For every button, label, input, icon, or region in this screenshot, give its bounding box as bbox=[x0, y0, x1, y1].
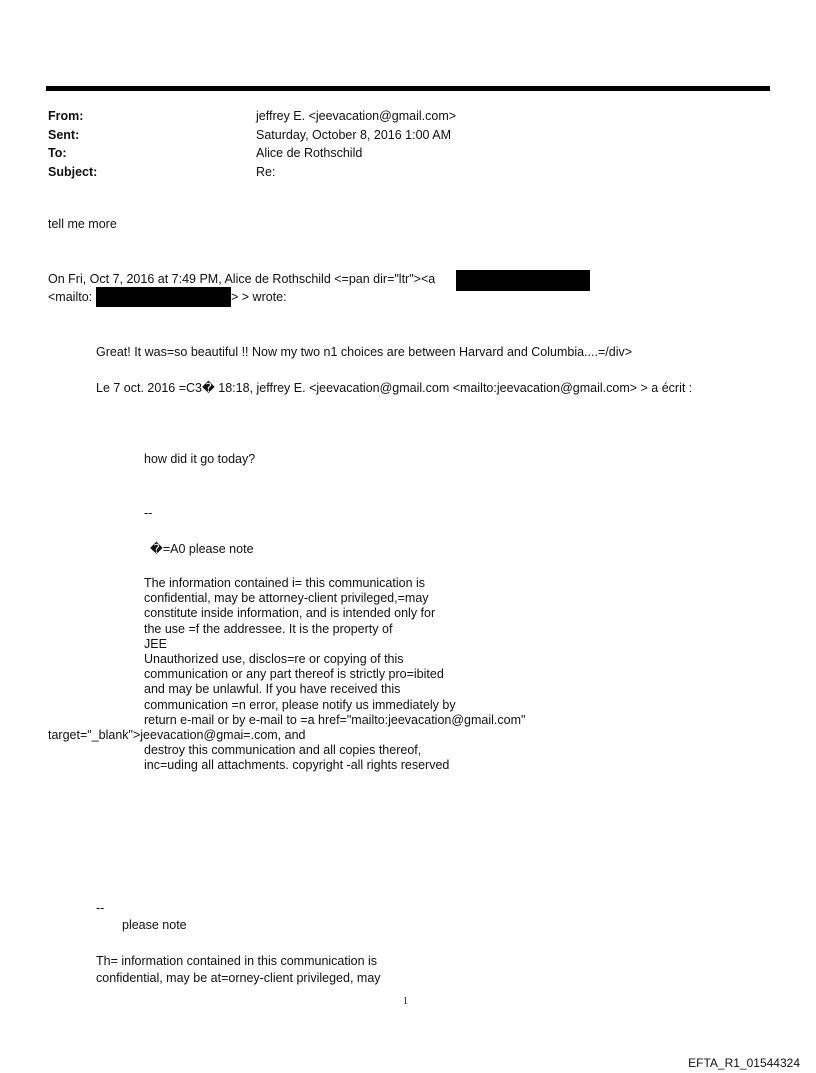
question-text: how did it go today? bbox=[144, 452, 256, 466]
disclaimer-line: Th= information contained in this communication is bbox=[96, 954, 378, 968]
to-value: Alice de Rothschild bbox=[256, 146, 363, 160]
disclaimer-line: communication =n error, please notify us immediately by bbox=[144, 697, 456, 712]
redaction-box bbox=[456, 270, 590, 291]
disclaimer-line: Unauthorized use, disclos=re or copying of this bbox=[144, 652, 404, 667]
subject-row bbox=[48, 165, 568, 184]
to-label: To: bbox=[48, 146, 67, 160]
subject-label: Subject: bbox=[48, 164, 98, 179]
alice-message: Great! It was=so beautiful !! Now my two n1 choices are between Harvard and Columbia....=/div> bbox=[96, 345, 633, 359]
header-rule bbox=[46, 86, 770, 91]
from-value: jeffrey E. <jeevacation@gmail.com> bbox=[256, 109, 457, 123]
to-row bbox=[48, 146, 568, 165]
quote-header-line1: On Fri, Oct 7, 2016 at 7:49 PM, Alice de Rothschild <=pan dir="ltr"><a bbox=[48, 272, 436, 286]
disclaimer-line: target="_blank">jeevacation@gmai=.com, and bbox=[48, 728, 306, 743]
disclaimer-line: confidential, may be attorney-client privileged,=may bbox=[144, 591, 429, 606]
reply-text: tell me more bbox=[48, 217, 117, 231]
email-header bbox=[48, 109, 568, 183]
please-note-line: �=A0 please note bbox=[150, 542, 254, 556]
disclaimer-line: JEE bbox=[144, 636, 167, 651]
disclaimer-line: the use =f the addressee. It is the property of bbox=[144, 621, 393, 636]
disclaimer-block bbox=[48, 576, 526, 774]
quote-header-mailto: <mailto: bbox=[48, 290, 93, 304]
page-number: 1 bbox=[403, 996, 408, 1007]
disclaimer-line: constitute inside information, and is intended only for bbox=[144, 606, 436, 621]
sent-row bbox=[48, 128, 568, 147]
signature-separator: -- bbox=[144, 506, 153, 520]
quote-header-wrote: > > wrote: bbox=[231, 290, 287, 304]
document-id: EFTA_R1_01544324 bbox=[688, 1056, 800, 1070]
sent-label: Sent: bbox=[48, 127, 80, 142]
disclaimer-line: The information contained i= this communication is bbox=[144, 576, 426, 590]
subject-value: Re: bbox=[256, 164, 276, 179]
disclaimer-line: confidential, may be at=orney-client privileged, may bbox=[96, 971, 381, 985]
sent-value: Saturday, October 8, 2016 1:00 AM bbox=[256, 127, 452, 142]
disclaimer-line: destroy this communication and all copies thereof, bbox=[144, 743, 422, 758]
please-note-line: please note bbox=[122, 918, 187, 932]
quoted-attribution: Le 7 oct. 2016 =C3� 18:18, jeffrey E. <jeevacation@gmail.com <mailto:jeevacation@gmail.com> > a écrit : bbox=[96, 381, 693, 395]
disclaimer-line: return e-mail or by e-mail to =a href="mailto:jeevacation@gmail.com" bbox=[144, 712, 526, 727]
disclaimer-line: communication or any part thereof is strictly pro=ibited bbox=[144, 667, 444, 682]
from-label: From: bbox=[48, 109, 84, 123]
signature-separator: -- bbox=[96, 901, 105, 915]
redaction-box bbox=[96, 287, 231, 307]
from-row bbox=[48, 109, 568, 128]
disclaimer-line: and may be unlawful. If you have received this bbox=[144, 682, 401, 697]
disclaimer-line: inc=uding all attachments. copyright -all rights reserved bbox=[144, 758, 450, 773]
